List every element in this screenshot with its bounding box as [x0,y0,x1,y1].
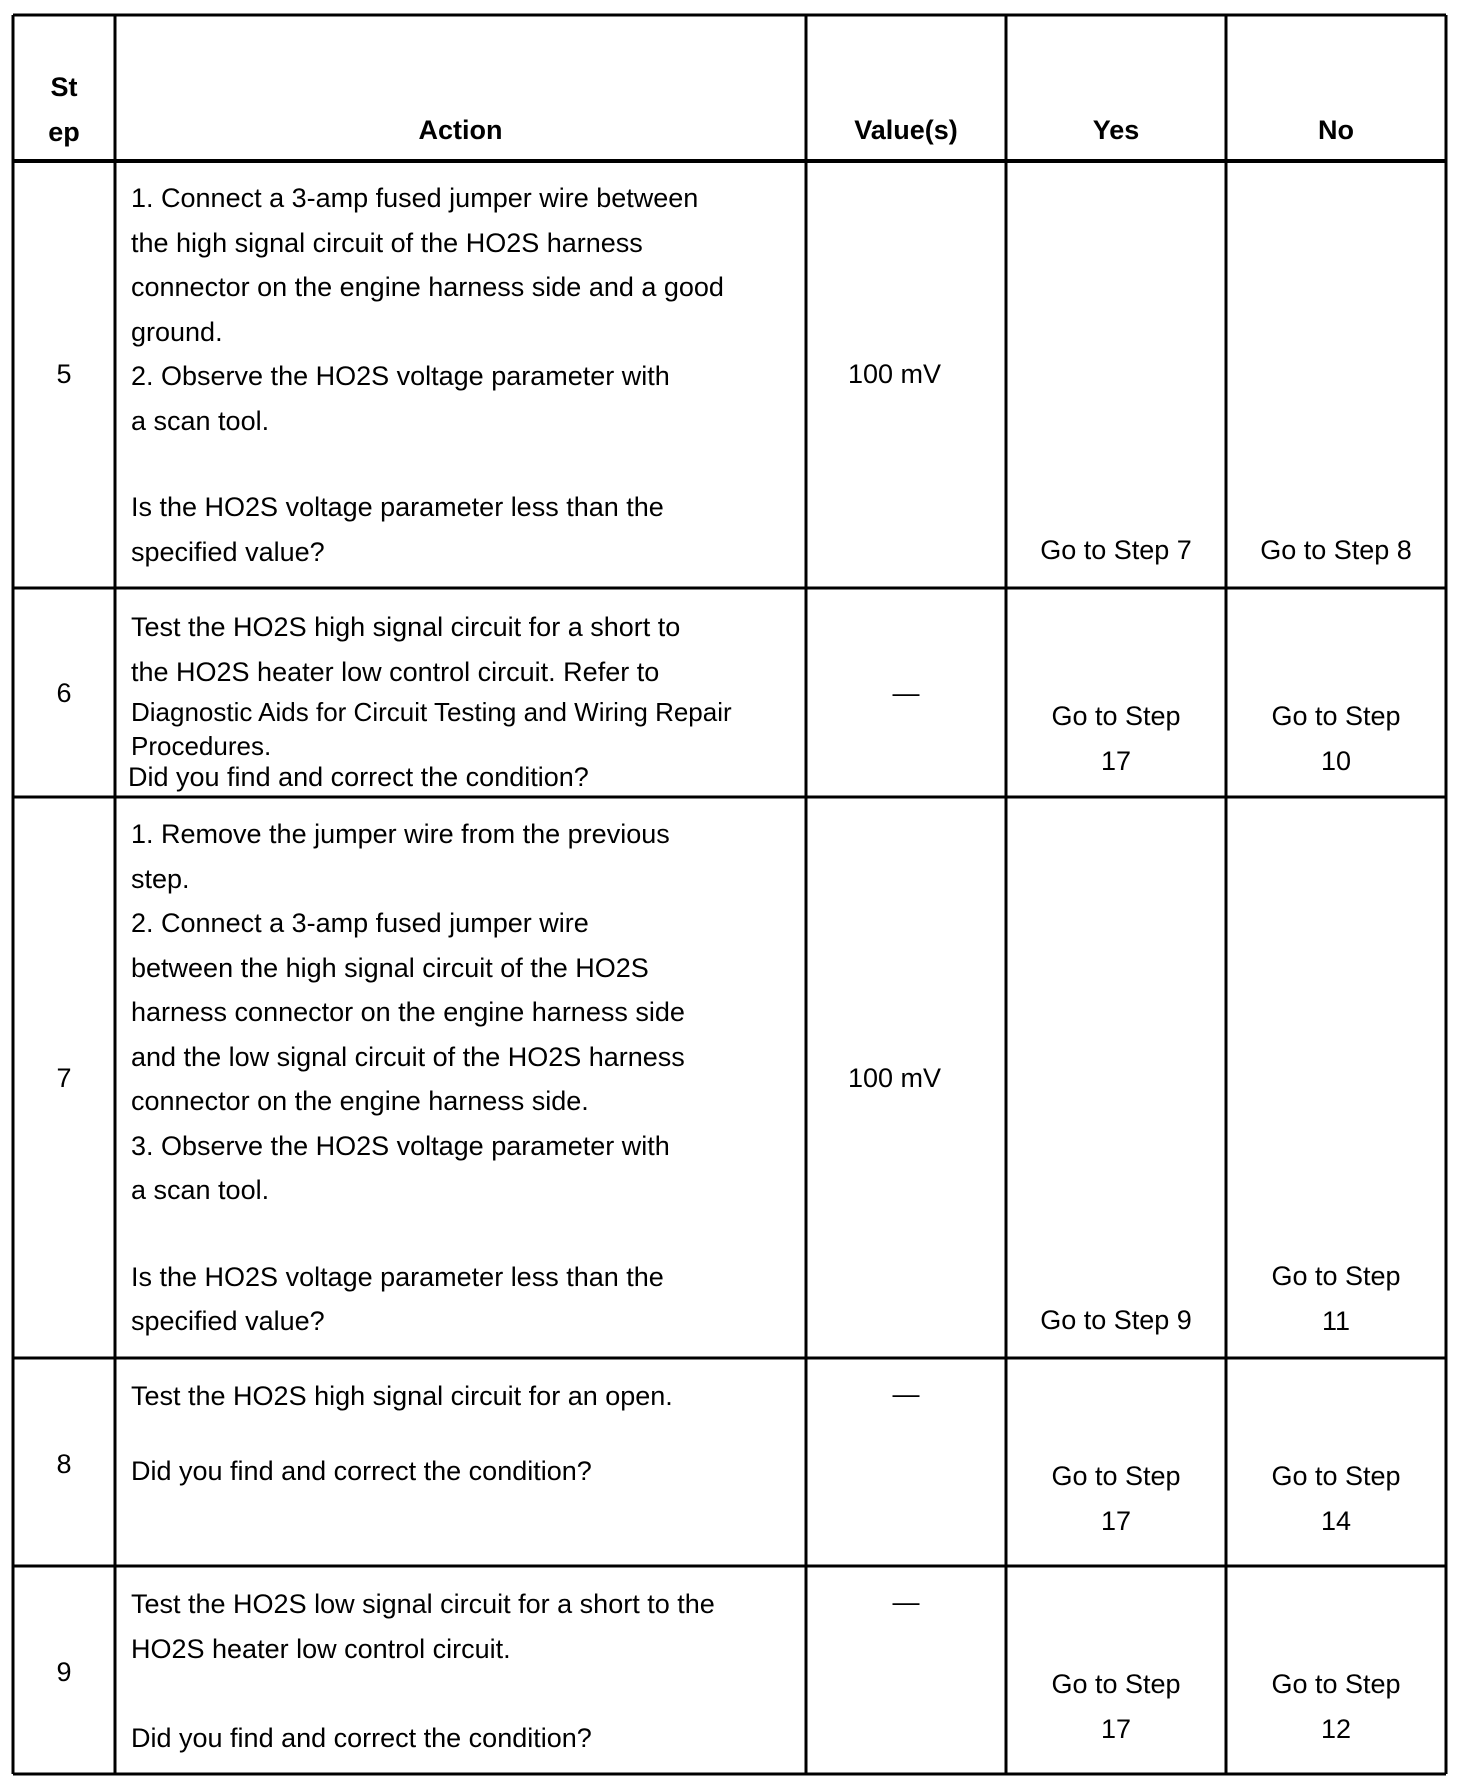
step-number: 6 [56,678,72,708]
step-number: 5 [56,359,72,389]
action-line: and the low signal circuit of the HO2S harness [131,1041,685,1072]
header-step-line2: ep [48,116,80,147]
no-cell [1226,1254,1446,1343]
action-line: 2. Connect a 3-amp fused jumper wire [131,908,589,938]
action-line: between the high signal circuit of the HO2S [131,952,649,983]
no-line: Go to Step [1271,701,1401,731]
action-line: the high signal circuit of the HO2S harness [131,227,643,258]
value-cell: 100 mV [848,1063,942,1093]
step-number: 9 [56,1657,72,1687]
action-line: specified value? [131,536,325,567]
action-cell [131,176,801,574]
action-line: Diagnostic Aids for Circuit Testing and Wiring Repair [131,697,732,727]
no-line: Go to Step [1271,1669,1401,1699]
action-line: 1. Remove the jumper wire from the previous [131,819,670,849]
value-cell: — [892,1587,920,1617]
header-step [13,65,115,154]
action-line: harness connector on the engine harness side [131,997,685,1027]
header-no: No [1318,115,1354,145]
header-action: Action [418,115,503,145]
yes-cell [1006,1662,1226,1751]
action-line: HO2S heater low control circuit. [131,1633,511,1664]
step-number: 8 [56,1449,72,1479]
action-line: the HO2S heater low control circuit. Refer to [131,656,660,687]
action-line: connector on the engine harness side and a good [131,272,724,302]
yes-line: Go to Step [1051,1669,1181,1699]
action-line: connector on the engine harness side. [131,1086,589,1116]
yes-cell [1006,694,1226,783]
no-line: Go to Step [1271,1261,1401,1291]
yes-cell: Go to Step 9 [1040,1305,1192,1335]
action-line: Did you find and correct the condition? [131,1723,592,1753]
no-cell [1226,1662,1446,1751]
action-cell [128,605,801,793]
yes-line: Go to Step [1051,1461,1181,1491]
action-line: a scan tool. [131,405,270,436]
header-yes: Yes [1092,115,1140,145]
action-cell [131,812,801,1344]
value-cell: 100 mV [848,359,942,389]
action-line: a scan tool. [131,1175,270,1205]
action-cell [131,1374,801,1493]
no-line: Go to Step [1271,1461,1401,1491]
action-line: Is the HO2S voltage parameter less than the [131,492,664,522]
no-cell [1226,694,1446,783]
action-cell [131,1582,801,1761]
action-line: Did you find and correct the condition? [131,1455,592,1486]
yes-line: Go to Step [1051,701,1181,731]
yes-line: 17 [1100,1713,1132,1744]
action-line: Test the HO2S low signal circuit for a short to the [131,1589,715,1619]
step-number: 7 [56,1063,72,1093]
no-line: 10 [1320,745,1352,776]
header-step-line1: St [50,72,78,102]
action-line: 3. Observe the HO2S voltage parameter with [131,1130,670,1161]
no-cell [1226,1454,1446,1543]
action-line: ground. [131,316,223,347]
yes-line: 17 [1100,1505,1132,1536]
action-line: Is the HO2S voltage parameter less than the [131,1261,664,1292]
action-line: step. [131,863,190,894]
no-line: 11 [1321,1305,1351,1336]
no-line: 14 [1320,1505,1352,1536]
yes-cell [1006,1454,1226,1543]
action-line: specified value? [131,1306,325,1336]
yes-cell: Go to Step 7 [1040,535,1192,565]
header-values: Value(s) [854,115,958,145]
no-line: 12 [1320,1713,1352,1744]
no-cell: Go to Step 8 [1260,535,1412,565]
yes-line: 17 [1100,745,1132,776]
value-cell: — [892,1379,920,1409]
action-line: Did you find and correct the condition? [128,762,589,792]
action-line: 1. Connect a 3-amp fused jumper wire between [131,183,699,213]
action-line: 2. Observe the HO2S voltage parameter with [131,361,670,391]
value-cell: — [892,678,920,708]
action-line: Procedures. [131,731,272,761]
action-line: Test the HO2S high signal circuit for an open. [131,1381,673,1411]
action-line: Test the HO2S high signal circuit for a short to [131,612,681,642]
